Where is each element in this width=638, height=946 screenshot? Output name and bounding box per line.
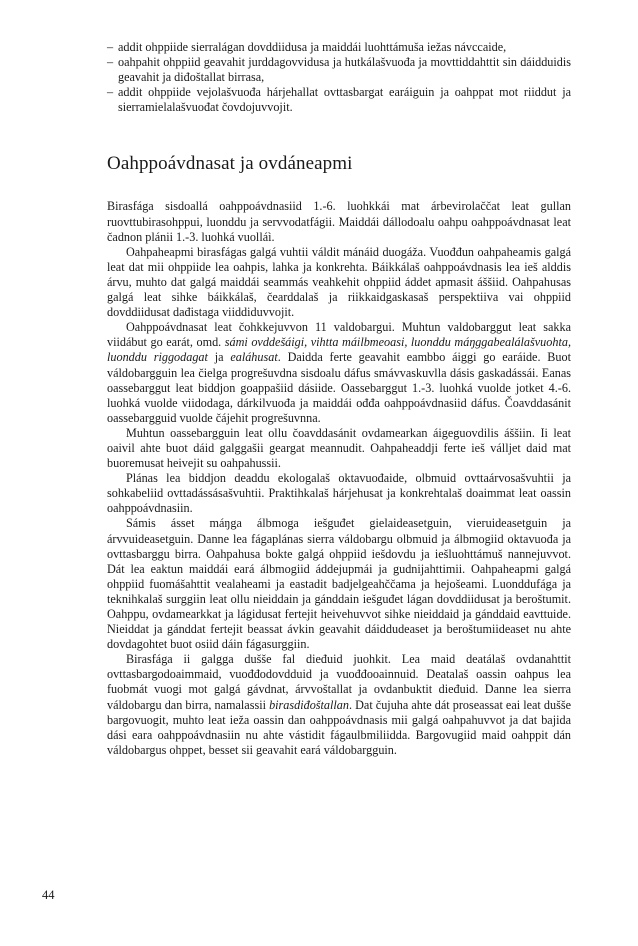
list-item: – oahpahit ohppiid geavahit jurddagovvidusa ja hutkálašvuođa ja movttiddahttit sin dáidduidis geavahit ja diđoštallat birrasa, — [107, 55, 571, 85]
emphasis: birasdiđoštallan — [269, 697, 349, 712]
paragraph: Sámis ásset máŋga álbmoga iešguđet gielaideasetguin, vieruideasetguin ja árvvuideasetguin. Danne lea fágaplánas sierra váldobargu olbmuid ja álbmogiid oktavuođa ja ovttasbarggu birra. Oahpahusa bokte galgá ohppiid iešdovdu ja iešluohttámuš nannejuvvot. Dát lea eaktun maiddái eará álbmogiid áddejupmái ja gudnijahttimii. Oahpaheapmi galgá ohppiid fuomášahttit vealaheami ja eastadit badjelgeahččama ja hejošeami. Luonddufága ja teknihkalaš surggiin leat ollu nieiddain ja gánddain iešguđet lágan dovddiidusat ja beroštumit. Oahppu, ovdamearkkat ja lágidusat fertejit heivehuvvot sihke nieiddaid ja gánddaid eavttuide. Nieiddat ja gánddat fertejit beassat ávkin geavahit dáiddudeaset ja beroštumiideaset nu ahte dovdagohtet buot osiid dáin fágasurggiin. — [107, 516, 571, 652]
paragraph: Muhtun oassebargguin leat ollu čoavddasánit ovdamearkan áigeguovdilis áššiin. Ii leat oaivil ahte buot dáid galggašii geargat meannudit. Oahpaheaddji ferte ieš válljet daid mat buoremusat heivejit su oahpahussii. — [107, 425, 571, 471]
emphasis: sámi ovddešáigi, vihtta máilbmeoasi, luonddu máŋggabealálašvuohta, luonddu riggodagat — [107, 335, 571, 365]
section-heading: Oahppoávdnasat ja ovdáneapmi — [107, 153, 353, 175]
paragraph: Plánas lea biddjon deaddu ekologalaš oktavuođaide, olbmuid ovttaárvosašvuhtii ja sohkabeliid ovttadássásašvuhtii. Praktihkalaš hárjehusat ja konkrehtalaš doaimmat leat oassin oahppoávdnasiin. — [107, 471, 571, 516]
list-item: – addit ohppiide sierralágan dovddiidusa ja maiddái luohttámuša iežas návccaide, — [107, 40, 507, 54]
paragraph: Oahpaheapmi birasfágas galgá vuhtii váldit mánáid duogáža. Vuođđun oahpaheamis galgá leat dat mii ohppiide lea oahpis, lahka ja konkrehta. Báikkálaš oahppoávdnasis lea ieš alddis árvu, muhto dat galgá maiddái seammás veahkehit ohppiid áddet apmasit áššiid. Oahpahusas galgá leat sihke báikkálaš, čearddalaš ja riikkaidgaskasaš perspektiiva vai ohppiid dovddiidusat dađistaga viiddiduvvojit. — [107, 244, 571, 320]
page-number: 44 — [42, 888, 55, 902]
document-body — [107, 40, 571, 758]
paragraph: Birasfága sisdoallá oahppoávdnasiid 1.-6. luohkkái mat árbevirolaččat leat gullan ruovttubirasohppui, luonddu ja servvodatfágii. Maiddái dállodoalu oahpu oahppoávdnasat leat čadnon plánii 1.-3. luohká vuolláì. — [107, 199, 571, 244]
list-item: – addit ohppiide vejolašvuođa hárjehallat ovttasbargat earáiguin ja oahppat mot riiddut ja sierramielalašvuođat čovdojuvvojit. — [107, 85, 571, 115]
paragraph: Birasfága ii galgga duššе fal dieđuid juohkit. Lea maid deatálaš ovdanahttit ovttasbargodoaimmaid, vuođđodovdduid ja vuođđooainnuid. Deatalaš oassin oahpus lea fuobmát vuogi mot galgá gávdnat, árvvoštallat ja ovdanbuktit dieđuid. Danne lea sierra váldobargu dan birra, namalassii birasdiđoštallan. Dat čujuha ahte dát proseassat eai leat duššе bargovuogit, muhto leat ieža oassin dan oahppoávdnasis mii galgá oahpahuvvot ja dat bajida dási eara oahppoávdnasiin nu ahte vástidit fágaulbmiliidda. Bargovugiid maid oahppit dán váldobargus ohppet, besset sii geavahit eará váldobargguin. — [107, 652, 571, 757]
goal-list — [107, 40, 571, 115]
paragraph: Oahppoávdnasat leat čohkkejuvvon 11 valdobargui. Muhtun valdobarggut leat sakka viidábut go earát, omd. sámi ovddešáigi, vihtta máilbmeoasi, luonddu máŋggabealálašvuohta, luonddu riggodagat ja ealáhusat. Daidda ferte geavahit eambbo áiggi go earáide. Buot váldobargguin lea čielga progrešuvdna sisdoalu dáfus smávvaskuvlla dásis gaskadássái. Eanas oassebarggut leat biddjon goappašiid dásiide. Oassebarggut 1.-3. luohká vuolde jotket 4.-6. luohká vuolde viidodaga, dárkilvuođa ja maiddái ođđa oahppoávdnasiid dáfus. Čoavddasánit oassebargguid vuolde čájehit progrešuvnna. — [107, 320, 571, 425]
emphasis: ealáhusat — [230, 350, 278, 365]
